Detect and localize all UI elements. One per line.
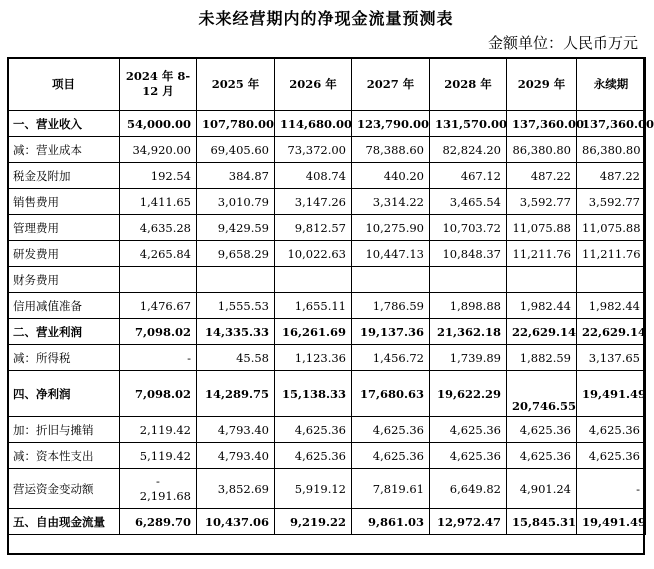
row-label: 一、营业收入	[8, 111, 120, 137]
unit-label: 金额单位：人民币万元	[487, 34, 638, 52]
header-perpetual: 永续期	[577, 58, 646, 111]
row-value: 11,075.88	[507, 215, 577, 241]
row-value: 3,592.77	[577, 189, 646, 215]
row-value: 1,898.88	[430, 293, 507, 319]
cash-flow-table	[7, 57, 654, 535]
value-amount: 2,191.68	[139, 488, 191, 503]
row-value: 19,137.36	[352, 319, 430, 345]
row-value: 4,625.36	[352, 417, 430, 443]
row-value: 1,411.65	[120, 189, 197, 215]
row-value	[430, 267, 507, 293]
row-value: 21,362.18	[430, 319, 507, 345]
row-value: 1,123.36	[275, 345, 352, 371]
row-value: 1,655.11	[275, 293, 352, 319]
row-value: 4,901.24	[507, 469, 577, 509]
row-value: 408.74	[275, 163, 352, 189]
row-value: 3,592.77	[507, 189, 577, 215]
row-value: 73,372.00	[275, 137, 352, 163]
row-value: 114,680.00	[275, 111, 352, 137]
row-value: 4,625.36	[577, 443, 646, 469]
row-label: 营运资金变动额	[8, 469, 120, 509]
row-value	[577, 267, 646, 293]
table-row	[8, 319, 646, 345]
row-value: 4,625.36	[275, 417, 352, 443]
row-value: 9,658.29	[197, 241, 275, 267]
row-value: 16,261.69	[275, 319, 352, 345]
table-row	[8, 137, 646, 163]
row-value: 3,465.54	[430, 189, 507, 215]
row-label: 减：所得税	[8, 345, 120, 371]
row-value: 14,289.75	[197, 371, 275, 417]
header-2024-line2: 12 月	[142, 84, 174, 98]
row-value: 14,335.33	[197, 319, 275, 345]
row-value: 10,703.72	[430, 215, 507, 241]
header-2028: 2028 年	[430, 58, 507, 111]
row-value: -	[120, 345, 197, 371]
row-value	[120, 469, 197, 509]
row-value: 5,119.42	[120, 443, 197, 469]
row-label: 减：营业成本	[8, 137, 120, 163]
table-row	[8, 293, 646, 319]
header-2024-line1: 2024 年 8-	[125, 69, 191, 83]
row-value: 7,098.02	[120, 319, 197, 345]
header-2025: 2025 年	[197, 58, 275, 111]
row-label: 信用减值准备	[8, 293, 120, 319]
row-value: 131,570.00	[430, 111, 507, 137]
table-row	[8, 163, 646, 189]
row-value: 2,119.42	[120, 417, 197, 443]
row-value: 1,555.53	[197, 293, 275, 319]
row-value: 86,380.80	[577, 137, 646, 163]
row-value: 11,075.88	[577, 215, 646, 241]
row-label: 加：折旧与摊销	[8, 417, 120, 443]
row-value	[507, 267, 577, 293]
row-value: 1,476.67	[120, 293, 197, 319]
row-value: 86,380.80	[507, 137, 577, 163]
row-value: 4,625.36	[430, 443, 507, 469]
row-value: 54,000.00	[120, 111, 197, 137]
row-value: 3,010.79	[197, 189, 275, 215]
row-label: 四、净利润	[8, 371, 120, 417]
row-value	[120, 267, 197, 293]
row-label: 税金及附加	[8, 163, 120, 189]
row-value: 123,790.00	[352, 111, 430, 137]
table-row	[8, 189, 646, 215]
table-row	[8, 417, 646, 443]
row-value: 3,147.26	[275, 189, 352, 215]
row-value: 78,388.60	[352, 137, 430, 163]
row-value: 82,824.20	[430, 137, 507, 163]
row-value: 4,625.36	[352, 443, 430, 469]
row-value: 22,629.14	[507, 319, 577, 345]
row-label: 财务费用	[8, 267, 120, 293]
row-value: 10,447.13	[352, 241, 430, 267]
row-value: 12,972.47	[430, 509, 507, 535]
row-value	[197, 267, 275, 293]
row-value: 7,819.61	[352, 469, 430, 509]
row-value: 4,625.36	[430, 417, 507, 443]
table-row	[8, 469, 646, 509]
row-label: 管理费用	[8, 215, 120, 241]
table-row	[8, 241, 646, 267]
row-value: 9,219.22	[275, 509, 352, 535]
header-item: 项目	[8, 58, 120, 111]
table-row	[8, 215, 646, 241]
row-label: 研发费用	[8, 241, 120, 267]
row-value: 11,211.76	[507, 241, 577, 267]
row-value: 22,629.14	[577, 319, 646, 345]
row-value: -	[577, 469, 646, 509]
row-value: 487.22	[507, 163, 577, 189]
row-value: 1,786.59	[352, 293, 430, 319]
row-value: 9,861.03	[352, 509, 430, 535]
row-value: 9,812.57	[275, 215, 352, 241]
header-2027: 2027 年	[352, 58, 430, 111]
row-value: 1,982.44	[507, 293, 577, 319]
row-value: 4,793.40	[197, 417, 275, 443]
row-value: 4,265.84	[120, 241, 197, 267]
row-value: 4,635.28	[120, 215, 197, 241]
row-value: 10,022.63	[275, 241, 352, 267]
row-value: 20,746.55	[507, 371, 577, 417]
row-value: 69,405.60	[197, 137, 275, 163]
table-row	[8, 111, 646, 137]
row-value: 3,314.22	[352, 189, 430, 215]
value-sign: -	[156, 473, 160, 488]
row-value: 107,780.00	[197, 111, 275, 137]
row-label: 减：资本性支出	[8, 443, 120, 469]
page-title: 未来经营期内的净现金流量预测表	[198, 9, 454, 28]
row-value: 1,456.72	[352, 345, 430, 371]
row-value: 9,429.59	[197, 215, 275, 241]
row-value: 137,360.00	[577, 111, 646, 137]
row-value: 34,920.00	[120, 137, 197, 163]
row-value: 10,437.06	[197, 509, 275, 535]
row-value: 3,137.65	[577, 345, 646, 371]
row-value: 19,491.49	[577, 371, 646, 417]
row-value: 45.58	[197, 345, 275, 371]
row-label: 销售费用	[8, 189, 120, 215]
row-value: 4,625.36	[507, 417, 577, 443]
row-value: 3,852.69	[197, 469, 275, 509]
row-value: 487.22	[577, 163, 646, 189]
table-row	[8, 509, 646, 535]
row-value: 467.12	[430, 163, 507, 189]
row-value: 15,845.31	[507, 509, 577, 535]
row-value: 137,360.00	[507, 111, 577, 137]
header-row	[8, 58, 646, 111]
row-value: 440.20	[352, 163, 430, 189]
header-2026: 2026 年	[275, 58, 352, 111]
row-value: 4,793.40	[197, 443, 275, 469]
row-value: 17,680.63	[352, 371, 430, 417]
row-value: 11,211.76	[577, 241, 646, 267]
row-value: 5,919.12	[275, 469, 352, 509]
row-value	[275, 267, 352, 293]
row-label: 二、营业利润	[8, 319, 120, 345]
row-value: 4,625.36	[275, 443, 352, 469]
row-value: 7,098.02	[120, 371, 197, 417]
row-value: 192.54	[120, 163, 197, 189]
row-value: 4,625.36	[507, 443, 577, 469]
row-value	[352, 267, 430, 293]
row-value: 15,138.33	[275, 371, 352, 417]
row-value: 19,491.49	[577, 509, 646, 535]
row-value: 10,275.90	[352, 215, 430, 241]
row-label: 五、自由现金流量	[8, 509, 120, 535]
row-value: 4,625.36	[577, 417, 646, 443]
row-value: 10,848.37	[430, 241, 507, 267]
row-value: 6,289.70	[120, 509, 197, 535]
row-value: 384.87	[197, 163, 275, 189]
table-row	[8, 267, 646, 293]
table-row	[8, 345, 646, 371]
row-value: 1,739.89	[430, 345, 507, 371]
row-value: 6,649.82	[430, 469, 507, 509]
table-row	[8, 371, 646, 417]
row-value: 19,622.29	[430, 371, 507, 417]
table-row	[8, 443, 646, 469]
header-2024	[120, 58, 197, 111]
row-value: 1,882.59	[507, 345, 577, 371]
header-2029: 2029 年	[507, 58, 577, 111]
row-value: 1,982.44	[577, 293, 646, 319]
